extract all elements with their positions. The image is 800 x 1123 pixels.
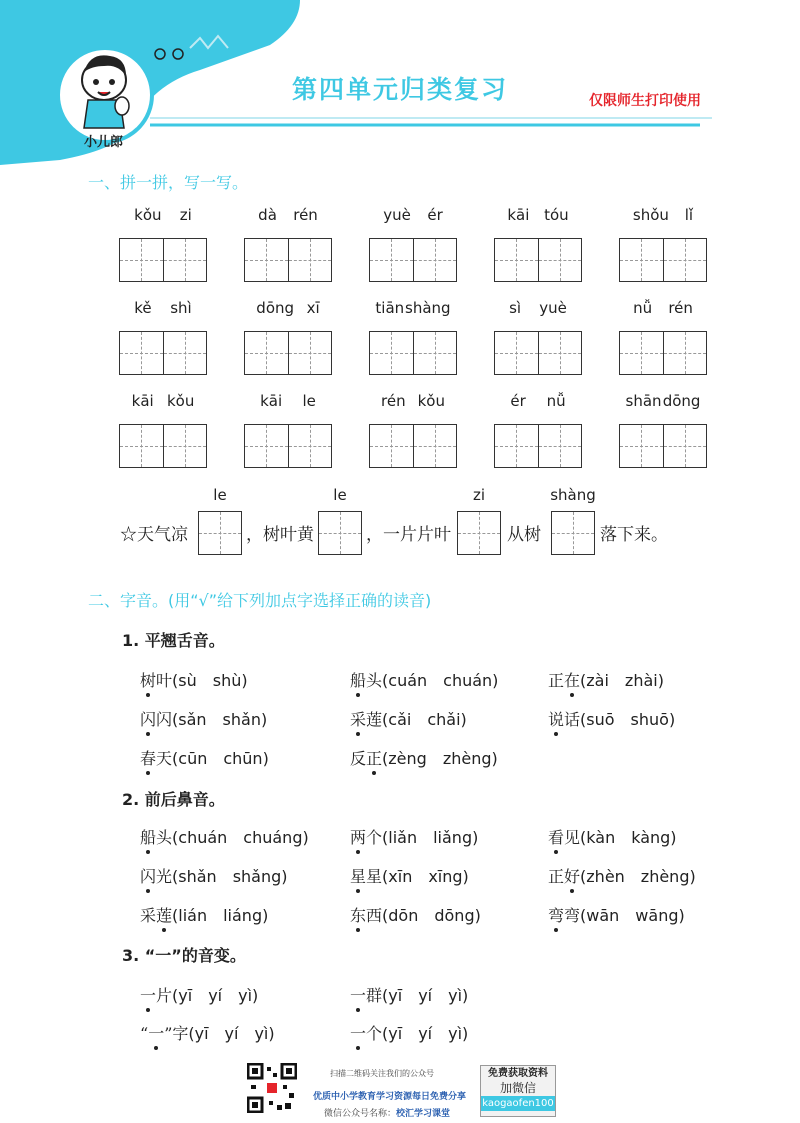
item-word bbox=[140, 986, 172, 1005]
pinyin-syllable: zi bbox=[179, 206, 192, 224]
item-word bbox=[350, 906, 382, 925]
pinyin-cell bbox=[244, 299, 332, 375]
dotted-character: 春 bbox=[140, 746, 156, 769]
pinyin-syllable: kǒu bbox=[134, 206, 162, 224]
item-word bbox=[140, 749, 172, 768]
writing-box[interactable] bbox=[619, 331, 707, 375]
pinyin-cell bbox=[244, 206, 332, 282]
word-suffix: 闪 bbox=[156, 710, 173, 729]
writing-box[interactable] bbox=[494, 238, 582, 282]
pinyin-syllable: ér bbox=[427, 206, 443, 224]
pinyin-cell bbox=[119, 299, 207, 375]
dotted-character: 一 bbox=[350, 983, 366, 1006]
dotted-character: 莲 bbox=[156, 903, 172, 926]
pinyin-options[interactable]: (liǎn liǎng) bbox=[382, 828, 479, 847]
pinyin-syllable: shān bbox=[625, 392, 662, 410]
pinyin-cell bbox=[369, 299, 457, 375]
pinyin-options[interactable]: (yī yí yì) bbox=[382, 986, 469, 1005]
sentence-part: 天气凉 bbox=[137, 525, 188, 545]
writing-square[interactable] bbox=[245, 239, 289, 281]
pinyin-syllable: sì bbox=[509, 299, 522, 317]
pronunciation-item bbox=[350, 746, 498, 769]
word-suffix: 见 bbox=[564, 828, 581, 847]
pinyin-cell bbox=[494, 206, 582, 282]
dotted-character: 说 bbox=[548, 707, 564, 730]
pinyin-cell bbox=[619, 299, 707, 375]
pronunciation-item bbox=[350, 864, 469, 887]
writing-square[interactable] bbox=[664, 239, 707, 281]
pinyin-syllable: shì bbox=[170, 299, 192, 317]
pinyin-options[interactable]: (cǎi chǎi) bbox=[382, 710, 467, 729]
dotted-character: 船 bbox=[350, 668, 366, 691]
writing-box[interactable] bbox=[619, 238, 707, 282]
pronunciation-item bbox=[350, 668, 498, 691]
word-prefix: 采 bbox=[140, 906, 157, 925]
pinyin-options[interactable]: (shǎn shǎng) bbox=[172, 867, 288, 886]
writing-square[interactable] bbox=[245, 425, 289, 467]
writing-square[interactable] bbox=[370, 239, 414, 281]
dotted-character: 东 bbox=[350, 903, 366, 926]
pinyin-cell bbox=[119, 206, 207, 282]
qr-code-icon bbox=[247, 1063, 297, 1113]
pronunciation-item bbox=[140, 1021, 275, 1044]
pinyin-label bbox=[119, 299, 207, 321]
item-word bbox=[548, 710, 580, 729]
pinyin-label bbox=[244, 392, 332, 414]
word-suffix: 头 bbox=[156, 828, 173, 847]
word-suffix: 天 bbox=[156, 749, 173, 768]
writing-box[interactable] bbox=[119, 331, 207, 375]
pinyin-options[interactable]: (zhèn zhèng) bbox=[580, 867, 696, 886]
pinyin-syllable: shàng bbox=[405, 299, 451, 317]
sentence-part: ，树叶黄 bbox=[246, 525, 314, 545]
writing-box[interactable] bbox=[619, 424, 707, 468]
word-suffix: 叶 bbox=[156, 671, 173, 690]
writing-box[interactable] bbox=[457, 511, 501, 555]
writing-square[interactable] bbox=[289, 239, 332, 281]
writing-square[interactable] bbox=[664, 332, 707, 374]
writing-square[interactable] bbox=[620, 425, 664, 467]
dotted-character: 弯 bbox=[548, 903, 564, 926]
section1-title: 一、拼一拼，写一写。 bbox=[88, 173, 249, 192]
item-word bbox=[140, 906, 172, 925]
writing-square[interactable] bbox=[414, 425, 457, 467]
writing-square[interactable] bbox=[495, 239, 539, 281]
word-suffix: 光 bbox=[156, 867, 173, 886]
word-suffix: 西 bbox=[366, 906, 383, 925]
pinyin-cell bbox=[619, 206, 707, 282]
item-word bbox=[140, 867, 172, 886]
pinyin-syllable: lǐ bbox=[684, 206, 694, 224]
pinyin-syllable: kǒu bbox=[417, 392, 445, 410]
pinyin-options[interactable]: (dōn dōng) bbox=[382, 906, 481, 925]
dotted-character: 树 bbox=[140, 668, 156, 691]
writing-square[interactable] bbox=[120, 425, 164, 467]
pinyin-syllable: xī bbox=[306, 299, 320, 317]
pinyin-cell bbox=[619, 392, 707, 468]
word-suffix: 话 bbox=[564, 710, 581, 729]
writing-square[interactable] bbox=[414, 239, 457, 281]
wechat-box-line1: 免费获取资料 bbox=[488, 1068, 548, 1079]
writing-square[interactable] bbox=[620, 332, 664, 374]
pinyin-syllable: ér bbox=[510, 392, 526, 410]
word-suffix: 星 bbox=[366, 867, 383, 886]
item-word bbox=[548, 867, 580, 886]
pinyin-cell bbox=[244, 392, 332, 468]
item-word bbox=[140, 710, 172, 729]
pinyin-options[interactable]: (yī yí yì) bbox=[188, 1024, 275, 1043]
pronunciation-item bbox=[350, 707, 467, 730]
item-word bbox=[548, 671, 580, 690]
writing-square[interactable] bbox=[370, 332, 414, 374]
wechat-box-line3: kaogaofen100 bbox=[482, 1098, 554, 1109]
item-word bbox=[350, 986, 382, 1005]
pinyin-label bbox=[494, 392, 582, 414]
print-note: 仅限师生打印使用 bbox=[589, 93, 701, 109]
footer-account-name: 校汇学习课堂 bbox=[396, 1109, 451, 1119]
sentence-pinyin: shàng bbox=[550, 486, 596, 504]
dotted-character: 两 bbox=[350, 825, 366, 848]
pronunciation-item bbox=[140, 903, 268, 926]
pronunciation-item bbox=[350, 1021, 468, 1044]
writing-box[interactable] bbox=[318, 511, 362, 555]
writing-square[interactable] bbox=[414, 332, 457, 374]
sentence-pinyin: zi bbox=[472, 486, 486, 504]
pinyin-options[interactable]: (kàn kàng) bbox=[580, 828, 677, 847]
writing-square[interactable] bbox=[120, 239, 164, 281]
pinyin-options[interactable]: (cuán chuán) bbox=[382, 671, 499, 690]
pinyin-label bbox=[494, 206, 582, 228]
item-word bbox=[350, 671, 382, 690]
pronunciation-item bbox=[548, 864, 696, 887]
writing-box[interactable] bbox=[244, 238, 332, 282]
writing-square[interactable] bbox=[289, 425, 332, 467]
pinyin-cell bbox=[119, 392, 207, 468]
dotted-character: 闪 bbox=[140, 707, 156, 730]
item-word bbox=[140, 828, 172, 847]
pronunciation-item bbox=[140, 825, 309, 848]
writing-square[interactable] bbox=[539, 425, 582, 467]
writing-box[interactable] bbox=[494, 331, 582, 375]
pinyin-syllable: nǚ bbox=[633, 299, 653, 317]
writing-box[interactable] bbox=[369, 331, 457, 375]
section2-title: 二、字音。(用“√”给下列加点字选择正确的读音) bbox=[88, 591, 432, 610]
writing-box[interactable] bbox=[198, 511, 242, 555]
dotted-character: 船 bbox=[140, 825, 156, 848]
wechat-box bbox=[480, 1065, 556, 1117]
word-suffix: 群 bbox=[366, 986, 383, 1005]
dotted-character: 一 bbox=[350, 1021, 366, 1044]
item-word bbox=[140, 1024, 188, 1043]
sentence-part: ，一片片叶 bbox=[366, 525, 451, 545]
pinyin-options[interactable]: (lián liáng) bbox=[172, 906, 269, 925]
pinyin-label bbox=[244, 206, 332, 228]
writing-box[interactable] bbox=[551, 511, 595, 555]
item-word bbox=[350, 710, 382, 729]
writing-box[interactable] bbox=[494, 424, 582, 468]
pinyin-syllable: kāi bbox=[260, 392, 283, 410]
pronunciation-item bbox=[140, 983, 258, 1006]
writing-box[interactable] bbox=[119, 424, 207, 468]
writing-square[interactable] bbox=[495, 425, 539, 467]
writing-square[interactable] bbox=[164, 239, 207, 281]
pinyin-syllable: tiān bbox=[375, 299, 405, 317]
pinyin-options[interactable]: (sù shù) bbox=[172, 671, 248, 690]
word-suffix: 个 bbox=[366, 1024, 383, 1043]
pronunciation-item bbox=[350, 983, 468, 1006]
writing-square[interactable] bbox=[620, 239, 664, 281]
pinyin-label bbox=[369, 392, 457, 414]
word-prefix: 正 bbox=[548, 867, 565, 886]
word-suffix: ”字 bbox=[164, 1024, 189, 1043]
pinyin-label bbox=[369, 206, 457, 228]
writing-box[interactable] bbox=[369, 424, 457, 468]
pinyin-syllable: dōng bbox=[256, 299, 295, 317]
dotted-character: 闪 bbox=[140, 864, 156, 887]
writing-box[interactable] bbox=[244, 331, 332, 375]
dotted-character: 一 bbox=[140, 983, 156, 1006]
pinyin-label bbox=[119, 206, 207, 228]
dotted-character: 正 bbox=[366, 746, 382, 769]
writing-box[interactable] bbox=[369, 238, 457, 282]
group-heading: 1. 平翘舌音。 bbox=[122, 631, 225, 650]
pinyin-label bbox=[244, 299, 332, 321]
pinyin-label bbox=[119, 392, 207, 414]
pinyin-syllable: kǒu bbox=[166, 392, 195, 410]
dotted-character: 采 bbox=[350, 707, 366, 730]
pinyin-options[interactable]: (yī yí yì) bbox=[172, 986, 259, 1005]
page-title: 第四单元归类复习 bbox=[291, 75, 508, 104]
writing-square[interactable] bbox=[539, 332, 582, 374]
word-suffix: 片 bbox=[156, 986, 173, 1005]
sentence-part: 从树 bbox=[507, 525, 541, 545]
dotted-character: 在 bbox=[564, 668, 580, 691]
word-prefix: 正 bbox=[548, 671, 565, 690]
word-suffix: 头 bbox=[366, 671, 383, 690]
pronunciation-item bbox=[548, 668, 664, 691]
pinyin-syllable: rén bbox=[381, 392, 406, 410]
footer-scan-text: 扫描二维码关注我们的公众号 bbox=[330, 1069, 434, 1078]
pinyin-options[interactable]: (cūn chūn) bbox=[172, 749, 269, 768]
writing-square[interactable] bbox=[539, 239, 582, 281]
pinyin-cell bbox=[369, 392, 457, 468]
item-word bbox=[140, 671, 172, 690]
writing-square[interactable] bbox=[370, 425, 414, 467]
pinyin-syllable: dà bbox=[258, 206, 277, 224]
item-word bbox=[350, 1024, 382, 1043]
item-word bbox=[350, 828, 382, 847]
dotted-character: 星 bbox=[350, 864, 366, 887]
pronunciation-item bbox=[548, 707, 675, 730]
pinyin-cell bbox=[369, 206, 457, 282]
sentence-pinyin: le bbox=[333, 486, 347, 504]
writing-square[interactable] bbox=[164, 332, 207, 374]
writing-square[interactable] bbox=[245, 332, 289, 374]
footer-slogan: 优质中小学教育学习资源每日免费分享 bbox=[313, 1092, 467, 1102]
item-word bbox=[548, 828, 580, 847]
mascot-label: 小儿郎 bbox=[84, 135, 124, 150]
group-heading: 3. “一”的音变。 bbox=[122, 946, 246, 965]
sentence-pinyin: le bbox=[213, 486, 227, 504]
pinyin-syllable: tóu bbox=[544, 206, 569, 224]
pinyin-label bbox=[369, 299, 457, 321]
word-suffix: 个 bbox=[366, 828, 383, 847]
writing-square[interactable] bbox=[289, 332, 332, 374]
pinyin-syllable: nǚ bbox=[546, 392, 566, 410]
pinyin-options[interactable]: (xīn xīng) bbox=[382, 867, 469, 886]
pinyin-options[interactable]: (chuán chuáng) bbox=[172, 828, 309, 847]
pronunciation-item bbox=[350, 825, 478, 848]
word-suffix: 莲 bbox=[366, 710, 383, 729]
pinyin-syllable: kě bbox=[134, 299, 152, 317]
pronunciation-item bbox=[140, 746, 269, 769]
pinyin-label bbox=[494, 299, 582, 321]
pronunciation-item bbox=[548, 903, 685, 926]
writing-square[interactable] bbox=[120, 332, 164, 374]
pronunciation-item bbox=[140, 864, 288, 887]
pinyin-options[interactable]: (wān wāng) bbox=[580, 906, 685, 925]
pronunciation-item bbox=[350, 903, 481, 926]
pinyin-syllable: shǒu bbox=[632, 206, 669, 224]
pinyin-syllable: yuè bbox=[383, 206, 411, 224]
pinyin-cell bbox=[494, 299, 582, 375]
sentence-part: 落下来。 bbox=[600, 525, 668, 545]
pinyin-syllable: yuè bbox=[539, 299, 567, 317]
mascot-illustration bbox=[82, 55, 129, 128]
pinyin-syllable: dōng bbox=[662, 392, 701, 410]
dotted-character: 好 bbox=[564, 864, 580, 887]
writing-box[interactable] bbox=[119, 238, 207, 282]
word-prefix: 反 bbox=[350, 749, 367, 768]
pinyin-label bbox=[619, 299, 707, 321]
pinyin-syllable: rén bbox=[293, 206, 318, 224]
star-icon: ☆ bbox=[120, 525, 137, 545]
pinyin-syllable: rén bbox=[668, 299, 693, 317]
wechat-box-line2: 加微信 bbox=[499, 1081, 536, 1095]
item-word bbox=[548, 906, 580, 925]
footer-account-label: 微信公众号名称： bbox=[324, 1109, 397, 1119]
word-prefix: “ bbox=[140, 1024, 149, 1043]
writing-box[interactable] bbox=[244, 424, 332, 468]
pinyin-options[interactable]: (yī yí yì) bbox=[382, 1024, 469, 1043]
item-word bbox=[350, 867, 382, 886]
word-suffix: 弯 bbox=[564, 906, 581, 925]
pronunciation-item bbox=[140, 707, 267, 730]
pinyin-label bbox=[619, 392, 707, 414]
pinyin-options[interactable]: (zèng zhèng) bbox=[382, 749, 498, 768]
group-heading: 2. 前后鼻音。 bbox=[122, 790, 225, 809]
pronunciation-item bbox=[140, 668, 248, 691]
pinyin-cell bbox=[494, 392, 582, 468]
pinyin-options[interactable]: (sǎn shǎn) bbox=[172, 710, 268, 729]
dotted-character: 看 bbox=[548, 825, 564, 848]
writing-square[interactable] bbox=[164, 425, 207, 467]
pinyin-options[interactable]: (zài zhài) bbox=[580, 671, 664, 690]
pronunciation-item bbox=[548, 825, 677, 848]
pinyin-syllable: kāi bbox=[507, 206, 530, 224]
item-word bbox=[350, 749, 382, 768]
dotted-character: 一 bbox=[148, 1021, 164, 1044]
writing-square[interactable] bbox=[664, 425, 707, 467]
pinyin-options[interactable]: (suō shuō) bbox=[580, 710, 676, 729]
writing-square[interactable] bbox=[495, 332, 539, 374]
pinyin-syllable: kāi bbox=[131, 392, 154, 410]
pinyin-label bbox=[619, 206, 707, 228]
pinyin-syllable: le bbox=[302, 392, 316, 410]
